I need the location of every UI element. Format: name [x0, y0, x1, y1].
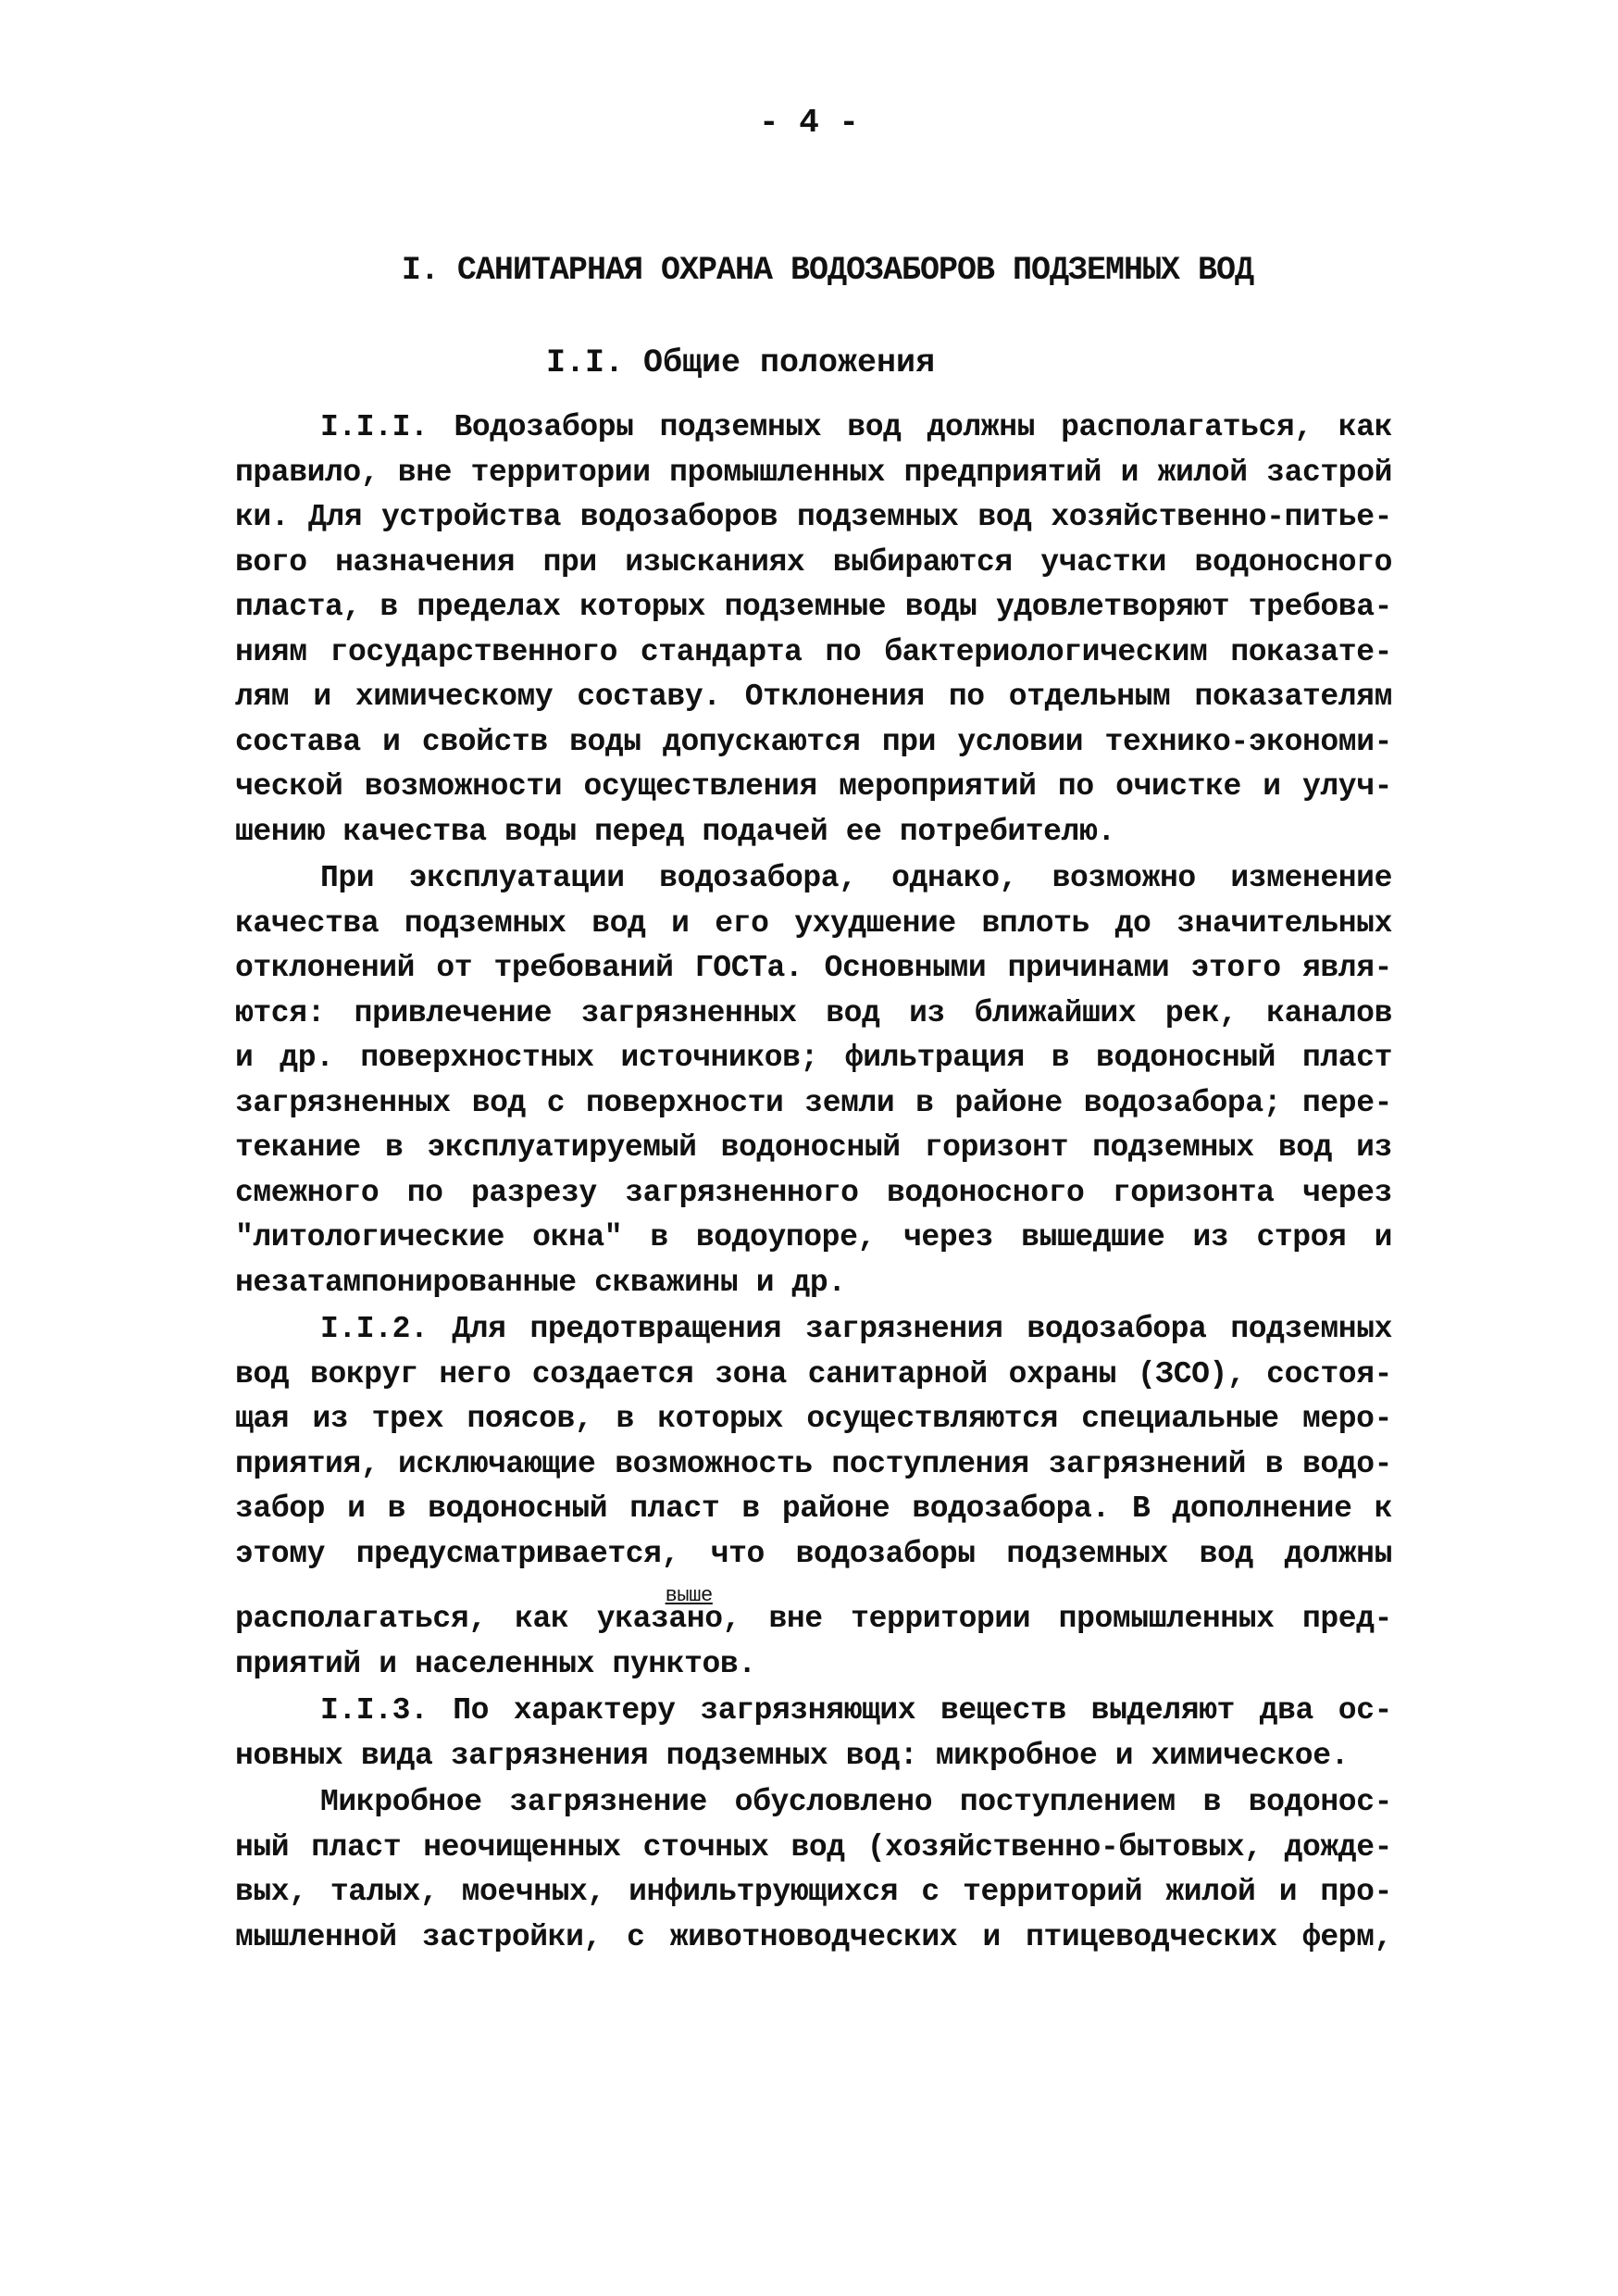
- text-line: ческой возможности осуществления мероприятий по очистке и улуч-: [235, 769, 1392, 804]
- paragraph: [235, 1689, 1392, 1778]
- text-line: ки. Для устройства водозаборов подземных вод хозяйственно-питье-: [235, 500, 1392, 534]
- paragraph: [235, 1780, 1392, 1960]
- paragraph: [235, 856, 1392, 1305]
- insertion-text: выше: [665, 1584, 713, 1607]
- text-line: этому предусматривается, что водозаборы подземных вод должны: [235, 1536, 1392, 1571]
- text-line: состава и свойств воды допускаются при условии технико-экономи-: [235, 724, 1392, 759]
- text-line: вых, талых, моечных, инфильтрующихся с территорий жилой и про-: [235, 1875, 1392, 1909]
- subsection-title: I.I. Общие положения: [546, 344, 936, 381]
- text-line: ниям государственного стандарта по бактериологическим показате-: [235, 634, 1392, 669]
- text-line: забор и в водоносный пласт в районе водозабора. В дополнение к: [235, 1491, 1392, 1526]
- text-line: смежного по разрезу загрязненного водоносного горизонта через: [235, 1175, 1392, 1210]
- paragraph: [235, 1307, 1392, 1687]
- text-line: [235, 1577, 1392, 1642]
- text-line: текание в эксплуатируемый водоносный горизонт подземных вод из: [235, 1130, 1392, 1165]
- text-line: приятия, исключающие возможность поступления загрязнений в водо-: [235, 1446, 1392, 1481]
- text-line: I.I.3. По характеру загрязняющих веществ выделяют два ос-: [320, 1693, 1392, 1728]
- text-line: правило, вне территории промышленных предприятий и жилой застрой: [235, 455, 1392, 490]
- text-line: качества подземных вод и его ухудшение вплоть до значительных: [235, 905, 1392, 941]
- text-segment: , вне территории промышленных пред-: [722, 1602, 1392, 1636]
- text-segment: располагаться, как указано: [235, 1602, 723, 1636]
- text-line: приятий и населенных пунктов.: [235, 1646, 756, 1681]
- text-line: новных вида загрязнения подземных вод: микробное и химическое.: [235, 1738, 1350, 1773]
- text-line: I.I.2. Для предотвращения загрязнения водозабора подземных: [320, 1312, 1392, 1346]
- text-line: ный пласт неочищенных сточных вод (хозяйственно-бытовых, дожде-: [235, 1829, 1392, 1865]
- text-line: "литологические окна" в водоупоре, через вышедшие из строя и: [235, 1220, 1392, 1254]
- text-line: При эксплуатации водозабора, однако, возможно изменение: [320, 861, 1392, 895]
- text-line: I.I.I. Водозаборы подземных вод должны располагаться, как: [320, 410, 1392, 444]
- page-number: - 4 -: [758, 104, 860, 142]
- text-line: и др. поверхностных источников; фильтрация в водоносный пласт: [235, 1041, 1392, 1075]
- text-line: лям и химическому составу. Отклонения по отдельным показателям: [235, 680, 1392, 714]
- paragraph: [235, 406, 1392, 855]
- text-line: незатампонированные скважины и др.: [235, 1265, 846, 1300]
- section-title: I. САНИТАРНАЯ ОХРАНА ВОДОЗАБОРОВ ПОДЗЕМНЫХ ВОД: [401, 252, 1254, 289]
- document-body: [235, 406, 1392, 1962]
- text-line: щая из трех поясов, в которых осуществляются специальные меро-: [235, 1402, 1392, 1436]
- text-line: отклонений от требований ГОСТа. Основными причинами этого явля-: [235, 951, 1392, 985]
- text-line: шению качества воды перед подачей ее потребителю.: [235, 814, 1115, 849]
- text-line: Микробное загрязнение обусловлено поступлением в водонос-: [320, 1785, 1392, 1819]
- text-line: загрязненных вод с поверхности земли в районе водозабора; пере-: [235, 1085, 1392, 1120]
- text-line: вод вокруг него создается зона санитарной охраны (ЗСО), состоя-: [235, 1356, 1392, 1391]
- text-line: пласта, в пределах которых подземные воды удовлетворяют требова-: [235, 590, 1392, 624]
- text-line: вого назначения при изысканиях выбираются участки водоносного: [235, 544, 1392, 580]
- text-line: ются: привлечение загрязненных вод из ближайших рек, каналов: [235, 995, 1392, 1030]
- text-line: мышленной застройки, с животноводческих и птицеводческих ферм,: [235, 1919, 1392, 1954]
